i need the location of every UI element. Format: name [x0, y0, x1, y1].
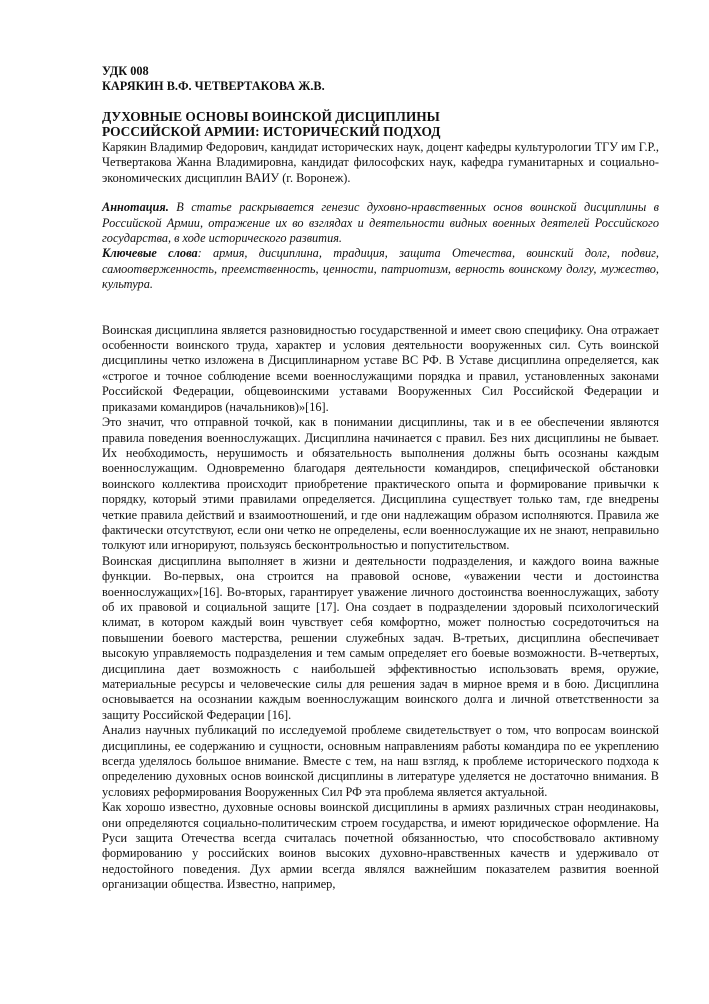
authors-info: Карякин Владимир Федорович, кандидат исторических наук, доцент кафедры культурологии ТГУ им Г.Р., Четвертакова Жанна Владимировна, кандидат философских наук, кафедра гуманитарных и социально-экономических дисциплин ВАИУ (г. Воронеж).	[102, 140, 659, 185]
annotation-label: Аннотация.	[102, 200, 169, 215]
keywords	[102, 246, 659, 292]
annotation	[102, 200, 659, 246]
authors-short: КАРЯКИН В.Ф. ЧЕТВЕРТАКОВА Ж.В.	[102, 79, 325, 94]
spacer	[102, 293, 659, 323]
body-paragraph-2: Это значит, что отправной точкой, как в понимании дисциплины, так и в ее обеспечении являются правила поведения военнослужащих. Дисциплина начинается с правил. Без них дисциплины не бывает. Их необходимость, нерушимость и обязательность выполнения должны быть осознаны каждым военнослужащим. Одновременно благодаря деятельности командиров, специфической обстановки воинского коллектива происходит приобретение практического опыта и формирование привычки к порядку, который этими правилами определяется. Дисциплина существует только там, где внедрены четкие правила действий и взаимоотношений, и где они надлежащим образом исполняются. Правила же фактически отсутствуют, если они четко не определены, если военнослужащие их не знают, неправильно толкуют или игнорируют, пользуясь бесконтрольностью и попустительством.	[102, 415, 659, 553]
document-page	[102, 64, 659, 893]
article-title-line-1: ДУХОВНЫЕ ОСНОВЫ ВОИНСКОЙ ДИСЦИПЛИНЫ	[102, 108, 440, 124]
body-paragraph-4: Анализ научных публикаций по исследуемой проблеме свидетельствует о том, что вопросам воинской дисциплины, ее содержанию и сущности, основным направлениям работы командира по ее укреплению всегда уделялось большое внимание. Вместе с тем, на наш взгляд, к проблеме исторического подхода к определению духовных основ воинской дисциплины в литературе уделяется не достаточно внимания. В условиях реформирования Вооруженных Сил РФ эта проблема является актуальной.	[102, 723, 659, 799]
spacer	[102, 95, 659, 109]
keywords-label: Ключевые слова	[102, 246, 198, 261]
body-paragraph-1: Воинская дисциплина является разновидностью государственной и имеет свою специфику. Она отражает особенности воинского труда, характер и условия деятельности вооруженных сил. Суть воинской дисциплины четко изложена в Дисциплинарном уставе ВС РФ. В Уставе дисциплина определяется, как «строгое и точное соблюдение всеми военнослужащими порядка и правил, установленных законами Российской Федерации, общевоинскими уставами Вооруженных Сил Российской Федерации и приказами командиров (начальников)»[16].	[102, 322, 659, 414]
body-paragraph-5: Как хорошо известно, духовные основы воинской дисциплины в армиях различных стран неодинаковы, они определяются социально-политическим строем государства, и имеют юридическое оформление. На Руси защита Отечества всегда считалась почетной обязанностью, что способствовало активному формированию у российских воинов высоких духовно-нравственных качеств и удерживало от недостойного поведения. Дух армии всегда являлся важнейшим показателем развития военной организации общества. Известно, например,	[102, 800, 659, 892]
annotation-text: В статье раскрывается генезис духовно-нравственных основ воинской дисциплины в Российской Армии, отражение их во взглядах и деятельности видных военных деятелей Российского государства, в ходе исторического развития.	[102, 200, 659, 246]
udk-code: УДК 008	[102, 64, 149, 78]
body-paragraph-3: Воинская дисциплина выполняет в жизни и деятельности подразделения, и каждого воина важные функции. Во-первых, она строится на правовой основе, «уважении чести и достоинства военнослужащих»[16]. Во-вторых, гарантирует уважение личного достоинства военнослужащих, заботу об их правовой и социальной защите [17]. Она создает в подразделении здоровый психологический климат, в котором каждый воин чувствует себя комфортно, может полностью сосредоточиться на повышении боевого мастерства, решении служебных задач. В-третьих, дисциплина обеспечивает высокую управляемость подразделения и тем самым определяет его боевые возможности. В-четвертых, дисциплина дает возможность с наибольшей эффективностью использовать время, оружие, материальные ресурсы и человеческие силы для решения задач в мирное время и в бою. Дисциплина основывается на осознании каждым военнослужащим воинского долга и личной ответственности за защиту Российской Федерации [16].	[102, 553, 659, 722]
spacer	[102, 186, 659, 200]
keywords-text: : армия, дисциплина, традиция, защита Отечества, воинский долг, подвиг, самоотверженность, преемственность, ценности, патриотизм, верность воинскому долгу, мужество, культура.	[102, 246, 659, 292]
article-title-line-2: РОССИЙСКОЙ АРМИИ: ИСТОРИЧЕСКИЙ ПОДХОД	[102, 124, 441, 140]
